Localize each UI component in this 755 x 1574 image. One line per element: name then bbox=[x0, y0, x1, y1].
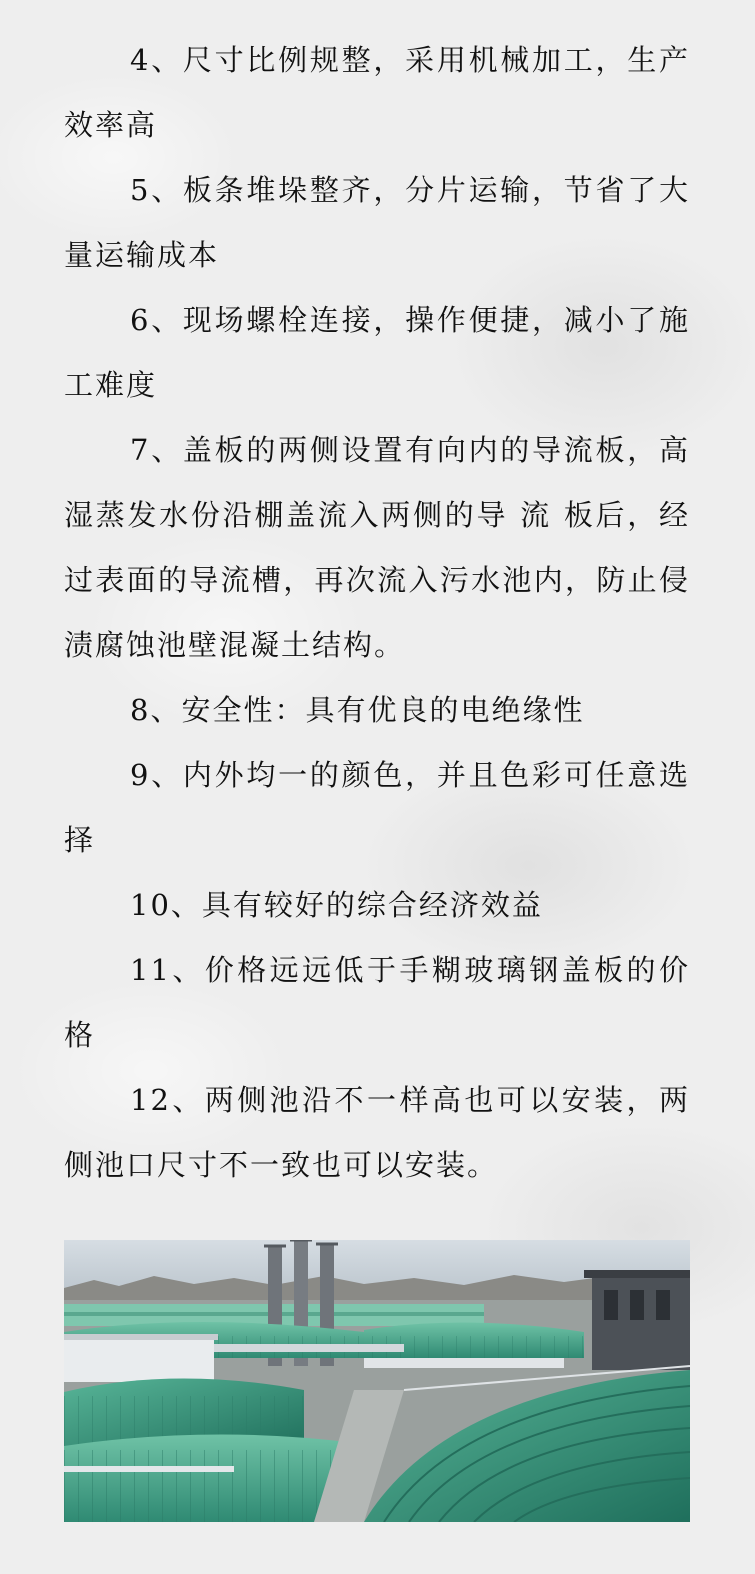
feature-item-8: 8、安全性：具有优良的电绝缘性 bbox=[130, 693, 585, 727]
feature-item-10: 10、具有较好的综合经济效益 bbox=[130, 888, 543, 922]
feature-item-11: 11、价格远远低于手糊玻璃钢盖板的价格 bbox=[64, 953, 690, 1052]
feature-item-9: 9、内外均一的颜色，并且色彩可任意选择 bbox=[64, 758, 690, 857]
sewage-plant-image bbox=[64, 1240, 690, 1522]
feature-item-5: 5、板条堆垛整齐，分片运输，节省了大量运输成本 bbox=[64, 173, 690, 272]
feature-item-7: 7、盖板的两侧设置有向内的导流板，高湿蒸发水份沿棚盖流入两侧的导 流 板后，经过表面的导流槽，再次流入污水池内，防止侵渍腐蚀池壁混凝土结构。 bbox=[64, 433, 690, 662]
feature-item-4: 4、尺寸比例规整，采用机械加工，生产效率高 bbox=[64, 43, 690, 142]
feature-list bbox=[64, 28, 690, 1198]
feature-item-6: 6、现场螺栓连接，操作便捷，减小了施工难度 bbox=[64, 303, 690, 402]
feature-item-12: 12、两侧池沿不一样高也可以安装，两侧池口尺寸不一致也可以安装。 bbox=[64, 1083, 690, 1182]
plant-photo bbox=[64, 1240, 690, 1522]
